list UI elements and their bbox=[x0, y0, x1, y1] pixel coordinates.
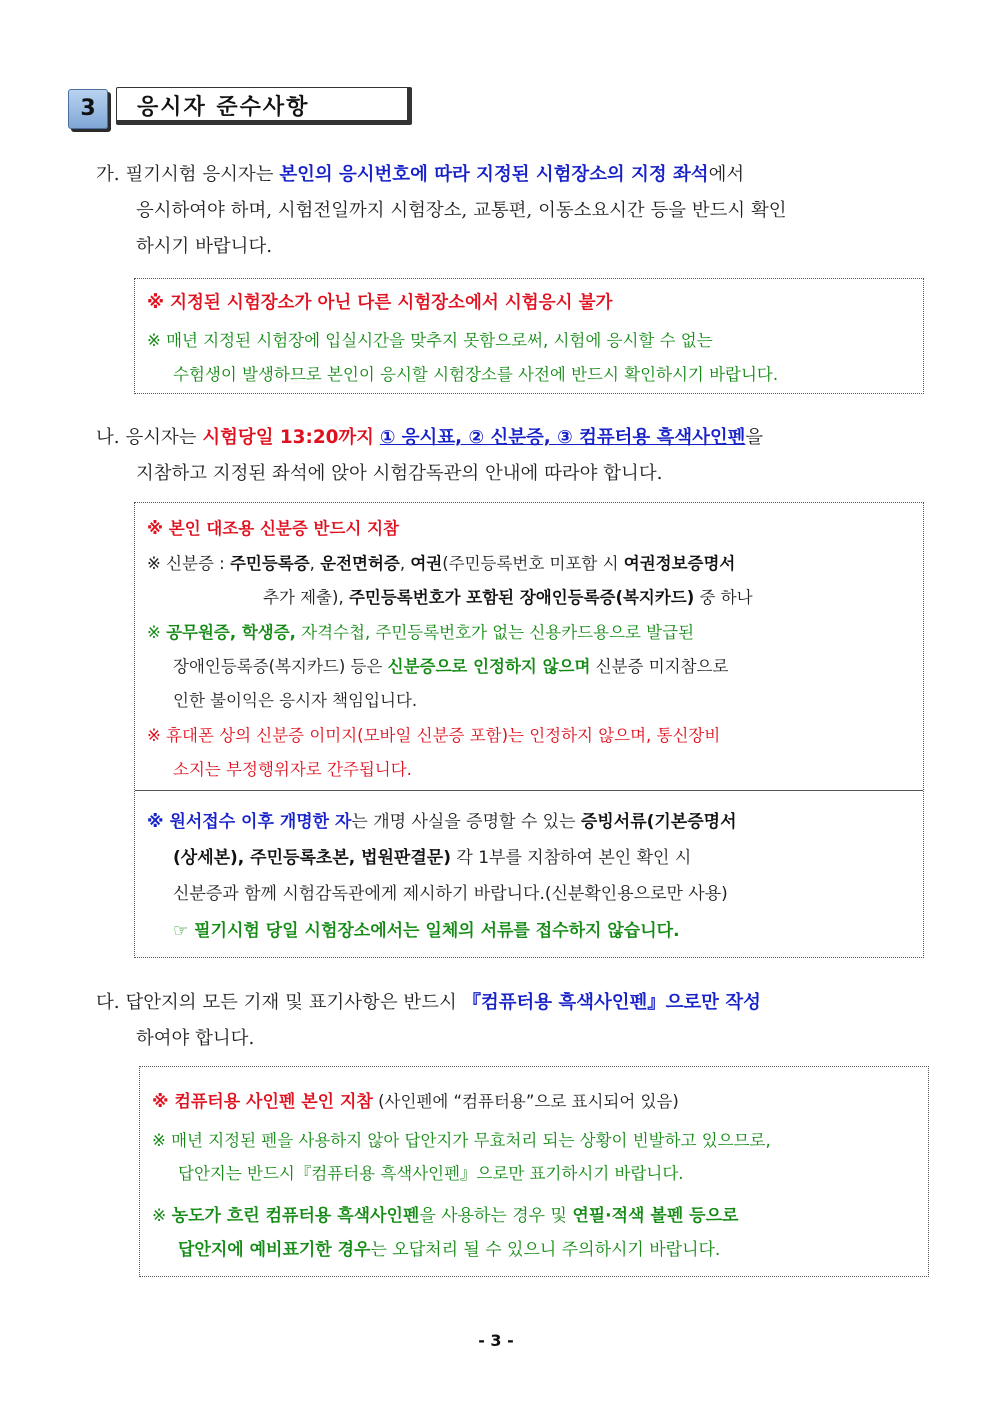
box2-sep-2: , bbox=[399, 554, 411, 573]
section-title: 응시자 준수사항 bbox=[116, 87, 412, 125]
item-c-text: 답안지의 모든 기재 및 표기사항은 반드시 bbox=[125, 992, 463, 1013]
item-b-required-items: ① 응시표, ② 신분증, ③ 컴퓨터용 흑색사인펜 bbox=[379, 427, 746, 448]
item-a-text-end: 에서 bbox=[708, 164, 745, 185]
box2-green-line2-pre: 장애인등록증(복지카드) 등은 bbox=[173, 657, 388, 676]
box3-warn-bold-1: 농도가 흐린 컴퓨터용 흑색사인펜 bbox=[171, 1206, 420, 1226]
box2-passport-note: (주민등록번호 미포함 시 bbox=[442, 554, 624, 573]
box3-warn-bold-3: 답안지에 예비표기한 경우 bbox=[178, 1240, 371, 1260]
section-number-badge: 3 bbox=[68, 89, 108, 129]
box1-note-line-2: 수험생이 발생하므로 본인이 응시할 시험장소를 사전에 반드시 확인하시기 바랍니다. bbox=[173, 365, 779, 384]
box2-sep-1: , bbox=[309, 554, 321, 573]
box2-id-line2-post: 중 하나 bbox=[694, 588, 753, 607]
box2-rename-doc-1: 증빙서류(기본증명서 bbox=[580, 812, 737, 832]
box3-heading-note: (사인펜에 “컴퓨터용”으로 표시되어 있음) bbox=[372, 1092, 679, 1111]
item-c-highlight: 『컴퓨터용 흑색사인펜』으로만 작성 bbox=[462, 992, 761, 1013]
item-b-time: 시험당일 13:20까지 bbox=[202, 427, 374, 448]
box2-rename-prefix: ※ 원서접수 이후 개명한 자 bbox=[147, 812, 352, 832]
item-b-marker: 나. bbox=[96, 427, 120, 448]
item-a-marker: 가. bbox=[96, 164, 120, 185]
box3-warn-line-2 bbox=[178, 1235, 720, 1260]
item-a-line-1 bbox=[96, 157, 936, 193]
item-a-line-2: 응시하여야 하며, 시험전일까지 시험장소, 교통편, 이동소요시간 등을 반드시 확인 bbox=[136, 200, 787, 221]
box2-rename-doc-2: (상세본), 주민등록초본, 법원판결문) bbox=[173, 848, 451, 868]
box2-green-bold-1: 공무원증, 학생증, bbox=[166, 623, 296, 642]
page-number: - 3 - bbox=[478, 1331, 514, 1350]
notice-box-pen bbox=[139, 1066, 929, 1277]
box2-green-line-1 bbox=[147, 619, 694, 643]
box2-id-line-2 bbox=[263, 584, 753, 608]
box2-divider bbox=[135, 790, 923, 791]
id-passport-certificate: 여권정보증명서 bbox=[623, 554, 736, 573]
item-b-line-2: 지참하고 지정된 좌석에 앉아 시험감독관의 안내에 따라야 합니다. bbox=[136, 463, 663, 484]
box3-warn-prefix: ※ bbox=[152, 1206, 172, 1226]
item-b-text: 응시자는 bbox=[125, 427, 203, 448]
box3-warn-mid: 을 사용하는 경우 및 bbox=[419, 1206, 573, 1226]
item-c-line-2: 하여야 합니다. bbox=[136, 1028, 255, 1049]
item-a-line-3: 하시기 바랍니다. bbox=[136, 236, 273, 257]
id-passport: 여권 bbox=[410, 554, 443, 573]
item-c-line-1 bbox=[96, 985, 936, 1021]
item-b bbox=[96, 420, 936, 492]
box2-red-line-2: 소지는 부정행위자로 간주됩니다. bbox=[173, 760, 412, 779]
box2-id-prefix: ※ 신분증 : bbox=[147, 554, 230, 573]
box3-warn-bold-2: 연필·적색 볼펜 등으로 bbox=[572, 1206, 739, 1226]
notice-box-id bbox=[134, 502, 924, 958]
box2-red-line-1: ※ 휴대폰 상의 신분증 이미지(모바일 신분증 포함)는 인정하지 않으며, 통신장비 bbox=[147, 726, 721, 745]
box2-green-bold-2: 신분증으로 인정하지 않으며 bbox=[387, 657, 591, 676]
item-a-text: 필기시험 응시자는 bbox=[125, 164, 280, 185]
box3-warn-line2-post: 는 오답처리 될 수 있으니 주의하시기 바랍니다. bbox=[370, 1240, 721, 1260]
box2-id-line-1 bbox=[147, 550, 735, 574]
box1-heading: ※ 지정된 시험장소가 아닌 다른 시험장소에서 시험응시 불가 bbox=[147, 293, 613, 313]
item-c-marker: 다. bbox=[96, 992, 120, 1013]
box2-rename-line2-post: 각 1부를 지참하여 본인 확인 시 bbox=[450, 848, 692, 868]
item-c bbox=[96, 985, 936, 1057]
id-disability-card: 주민등록번호가 포함된 장애인등록증(복지카드) bbox=[348, 588, 695, 607]
id-drivers-license: 운전면허증 bbox=[320, 554, 400, 573]
box2-green-prefix: ※ bbox=[147, 623, 167, 642]
box3-note-line-2: 답안지는 반드시『컴퓨터용 흑색사인펜』으로만 표기하시기 바랍니다. bbox=[178, 1164, 684, 1183]
box2-heading: ※ 본인 대조용 신분증 반드시 지참 bbox=[147, 519, 399, 538]
box2-green-line-3: 인한 불이익은 응시자 책임입니다. bbox=[173, 691, 418, 710]
item-a bbox=[96, 157, 936, 265]
box3-warn-line-1 bbox=[152, 1201, 738, 1226]
box2-green-rest: 자격수첩, 주민등록번호가 없는 신용카드용으로 발급된 bbox=[295, 623, 695, 642]
item-b-text-end: 을 bbox=[745, 427, 764, 448]
box2-id-line2-pre: 추가 제출), bbox=[263, 588, 349, 607]
box1-note-line-1: ※ 매년 지정된 시험장에 입실시간을 맞추지 못함으로써, 시험에 응시할 수 없는 bbox=[147, 331, 713, 350]
id-resident-card: 주민등록증 bbox=[229, 554, 310, 573]
item-b-line-1 bbox=[96, 420, 936, 456]
box3-heading-line bbox=[152, 1087, 679, 1112]
box2-green-line-2 bbox=[173, 653, 728, 677]
box2-green-line2-post: 신분증 미지참으로 bbox=[590, 657, 729, 676]
notice-box-venue bbox=[134, 278, 924, 394]
box3-note-line-1: ※ 매년 지정된 펜을 사용하지 않아 답안지가 무효처리 되는 상황이 빈발하고 있으므로, bbox=[152, 1131, 771, 1150]
item-a-highlight: 본인의 응시번호에 따라 지정된 시험장소의 지정 좌석 bbox=[279, 164, 709, 185]
box2-rename-line-2 bbox=[173, 843, 691, 868]
box2-rename-notice: ☞ 필기시험 당일 시험장소에서는 일체의 서류를 접수하지 않습니다. bbox=[173, 921, 680, 941]
box2-rename-line-3: 신분증과 함께 시험감독관에게 제시하기 바랍니다.(신분확인용으로만 사용) bbox=[173, 884, 728, 904]
box3-heading: ※ 컴퓨터용 사인펜 본인 지참 bbox=[152, 1092, 373, 1112]
box2-rename-line-1 bbox=[147, 807, 737, 832]
box2-rename-mid: 는 개명 사실을 증명할 수 있는 bbox=[351, 812, 581, 832]
